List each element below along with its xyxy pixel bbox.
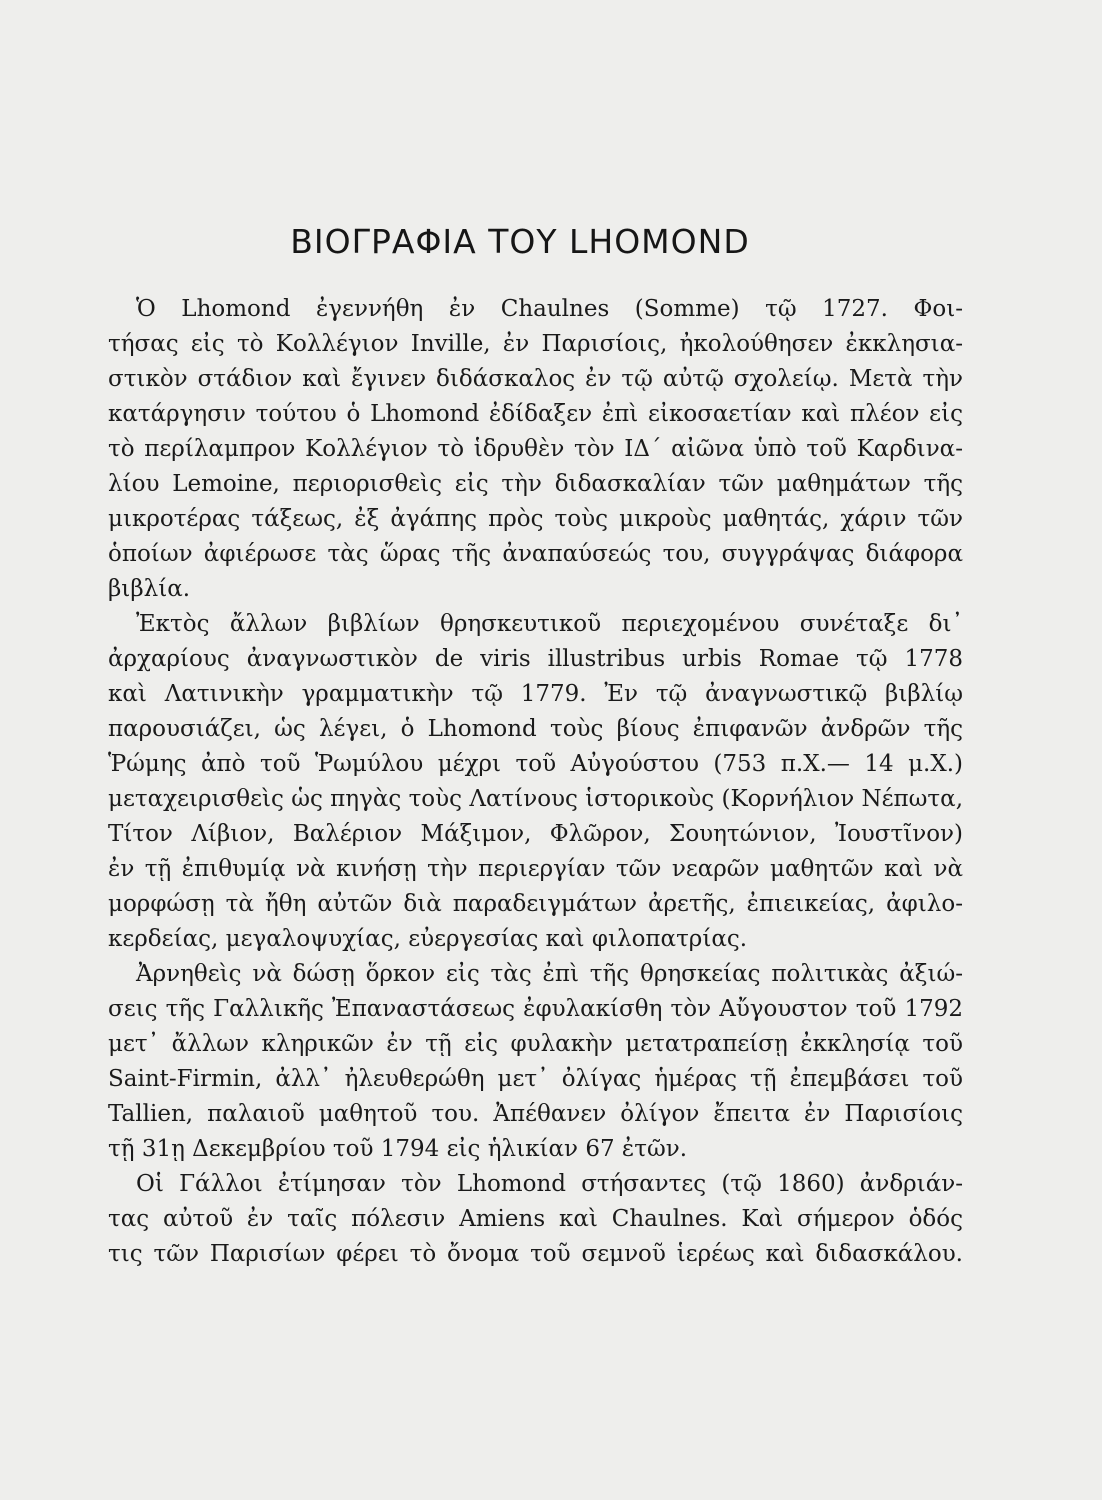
paragraph-legacy bbox=[108, 1167, 963, 1272]
text-line: Tallien, παλαιοῦ μαθητοῦ του. Ἀπέθανεν ὀλίγον ἔπειτα ἐν Παρισίοις bbox=[108, 1101, 963, 1127]
text-line: βιβλία. bbox=[108, 576, 191, 602]
text-line: στικὸν στάδιον καὶ ἔγινεν διδάσκαλος ἐν τῷ αὐτῷ σχολείῳ. Μετὰ τὴν bbox=[108, 366, 963, 392]
text-line: τις τῶν Παρισίων φέρει τὸ ὄνομα τοῦ σεμνοῦ ἱερέως καὶ διδασκάλου. bbox=[108, 1241, 963, 1267]
text-line: ἀρχαρίους ἀναγνωστικὸν de viris illustribus urbis Romae τῷ 1778 bbox=[108, 646, 963, 672]
text-line: λίου Lemoine, περιορισθεὶς εἰς τὴν διδασκαλίαν τῶν μαθημάτων τῆς bbox=[108, 471, 963, 497]
paragraph-works bbox=[108, 607, 963, 957]
text-line: Ῥώμης ἀπὸ τοῦ Ῥωμύλου μέχρι τοῦ Αὐγούστου (753 π.Χ.— 14 μ.Χ.) bbox=[108, 751, 963, 777]
text-line: τας αὐτοῦ ἐν ταῖς πόλεσιν Amiens καὶ Chaulnes. Καὶ σήμερον ὁδός bbox=[108, 1206, 963, 1232]
text-line: μορφώσῃ τὰ ἤθη αὐτῶν διὰ παραδειγμάτων ἀρετῆς, ἐπιεικείας, ἀφιλο- bbox=[108, 891, 963, 917]
text-line: τὸ περίλαμπρον Κολλέγιον τὸ ἱδρυθὲν τὸν ΙΔ΄ αἰῶνα ὑπὸ τοῦ Καρδινα- bbox=[108, 436, 963, 462]
text-line: ὁποίων ἀφιέρωσε τὰς ὥρας τῆς ἀναπαύσεώς του, συγγράψας διάφορα bbox=[108, 541, 963, 567]
text-line: Ἀρνηθεὶς νὰ δώσῃ ὅρκον εἰς τὰς ἐπὶ τῆς θρησκείας πολιτικὰς ἀξιώ- bbox=[136, 961, 963, 987]
text-line: Τίτον Λίβιον, Βαλέριον Μάξιμον, Φλῶρον, Σουητώνιον, Ἰουστῖνον) bbox=[108, 821, 963, 847]
text-line: Ὁ Lhomond ἐγεννήθη ἐν Chaulnes (Somme) τῷ 1727. Φοι- bbox=[136, 296, 963, 322]
text-line: Οἱ Γάλλοι ἐτίμησαν τὸν Lhomond στήσαντες (τῷ 1860) ἀνδριάν- bbox=[136, 1171, 963, 1197]
text-line: τῇ 31ῃ Δεκεμβρίου τοῦ 1794 εἰς ἡλικίαν 67 ἐτῶν. bbox=[108, 1136, 688, 1162]
text-line: Ἐκτὸς ἄλλων βιβλίων θρησκευτικοῦ περιεχομένου συνέταξε δι᾿ bbox=[136, 611, 963, 637]
text-line: Saint-Firmin, ἀλλ᾿ ἠλευθερώθη μετ᾿ ὀλίγας ἡμέρας τῇ ἐπεμβάσει τοῦ bbox=[108, 1066, 963, 1092]
page-title: ΒΙΟΓΡΑΦΙΑ ΤΟΥ LHOMOND bbox=[290, 222, 750, 261]
biography-text bbox=[108, 292, 963, 1272]
paragraph-birth-career bbox=[108, 292, 963, 607]
text-line: ἐν τῇ ἐπιθυμίᾳ νὰ κινήσῃ τὴν περιεργίαν τῶν νεαρῶν μαθητῶν καὶ νὰ bbox=[108, 856, 963, 882]
text-line: μετ᾿ ἄλλων κληρικῶν ἐν τῇ εἰς φυλακὴν μετατραπείσῃ ἐκκλησίᾳ τοῦ bbox=[108, 1031, 963, 1057]
text-line: σεις τῆς Γαλλικῆς Ἐπαναστάσεως ἐφυλακίσθη τὸν Αὔγουστον τοῦ 1792 bbox=[108, 996, 963, 1022]
text-line: τήσας εἰς τὸ Κολλέγιον Inville, ἐν Παρισίοις, ἠκολούθησεν ἐκκλησια- bbox=[108, 331, 963, 357]
text-line: κατάργησιν τούτου ὁ Lhomond ἐδίδαξεν ἐπὶ εἰκοσαετίαν καὶ πλέον εἰς bbox=[108, 401, 963, 427]
text-line: κερδείας, μεγαλοψυχίας, εὐεργεσίας καὶ φιλοπατρίας. bbox=[108, 926, 748, 952]
text-line: μεταχειρισθεὶς ὡς πηγὰς τοὺς Λατίνους ἱστορικοὺς (Κορνήλιον Νέπωτα, bbox=[108, 786, 963, 812]
text-line: καὶ Λατινικὴν γραμματικὴν τῷ 1779. Ἐν τῷ ἀναγνωστικῷ βιβλίῳ bbox=[108, 681, 963, 707]
text-line: μικροτέρας τάξεως, ἐξ ἀγάπης πρὸς τοὺς μικροὺς μαθητάς, χάριν τῶν bbox=[108, 506, 963, 532]
text-line: παρουσιάζει, ὡς λέγει, ὁ Lhomond τοὺς βίους ἐπιφανῶν ἀνδρῶν τῆς bbox=[108, 716, 963, 742]
paragraph-revolution bbox=[108, 957, 963, 1167]
